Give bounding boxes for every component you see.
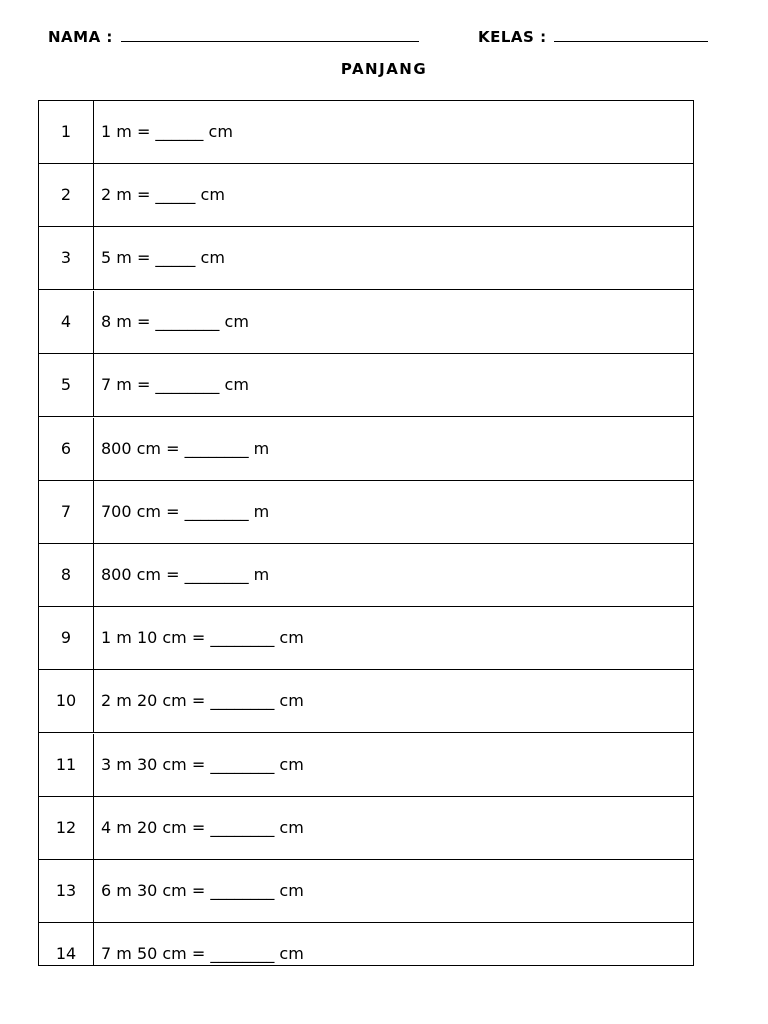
- question-text: 700 cm = ________ m: [101, 502, 270, 521]
- name-field-row: [48, 28, 419, 46]
- table-row: [39, 797, 693, 860]
- question-text: 2 m 20 cm = ________ cm: [101, 691, 304, 710]
- table-row: [39, 734, 693, 797]
- name-blank-line[interactable]: [121, 29, 419, 42]
- table-row: [39, 670, 693, 733]
- table-row: [39, 164, 693, 227]
- question-text: 7 m 50 cm = ________ cm: [101, 944, 304, 963]
- table-row: [39, 607, 693, 670]
- question-text: 3 m 30 cm = ________ cm: [101, 755, 304, 774]
- question-number: 5: [39, 354, 94, 416]
- question-text: 800 cm = ________ m: [101, 565, 270, 584]
- class-blank-line[interactable]: [554, 29, 708, 42]
- question-number: 6: [39, 418, 94, 480]
- question-number: 10: [39, 670, 94, 732]
- question-number: 14: [39, 923, 94, 966]
- question-number: 11: [39, 734, 94, 796]
- class-label: KELAS :: [478, 28, 547, 46]
- question-text: 1 m 10 cm = ________ cm: [101, 628, 304, 647]
- question-text: 5 m = _____ cm: [101, 248, 225, 267]
- question-number: 7: [39, 481, 94, 543]
- class-field-row: [478, 28, 708, 46]
- question-number: 12: [39, 797, 94, 859]
- table-row: [39, 418, 693, 481]
- question-number: 2: [39, 164, 94, 226]
- table-row: [39, 860, 693, 923]
- question-number: 1: [39, 101, 94, 163]
- table-row: [39, 354, 693, 417]
- question-number: 8: [39, 544, 94, 606]
- question-text: 6 m 30 cm = ________ cm: [101, 881, 304, 900]
- question-text: 4 m 20 cm = ________ cm: [101, 818, 304, 837]
- question-text: 8 m = ________ cm: [101, 312, 249, 331]
- question-table: [38, 100, 694, 966]
- question-number: 3: [39, 227, 94, 289]
- question-number: 9: [39, 607, 94, 669]
- question-text: 1 m = ______ cm: [101, 122, 233, 141]
- table-row: [39, 291, 693, 354]
- table-row: [39, 544, 693, 607]
- table-row: [39, 227, 693, 290]
- name-label: NAMA :: [48, 28, 113, 46]
- table-row: [39, 481, 693, 544]
- table-row: [39, 101, 693, 164]
- question-number: 4: [39, 291, 94, 353]
- question-text: 800 cm = ________ m: [101, 439, 270, 458]
- question-text: 2 m = _____ cm: [101, 185, 225, 204]
- table-row: [39, 923, 693, 966]
- question-text: 7 m = ________ cm: [101, 375, 249, 394]
- page-title: PANJANG: [340, 60, 428, 78]
- question-number: 13: [39, 860, 94, 922]
